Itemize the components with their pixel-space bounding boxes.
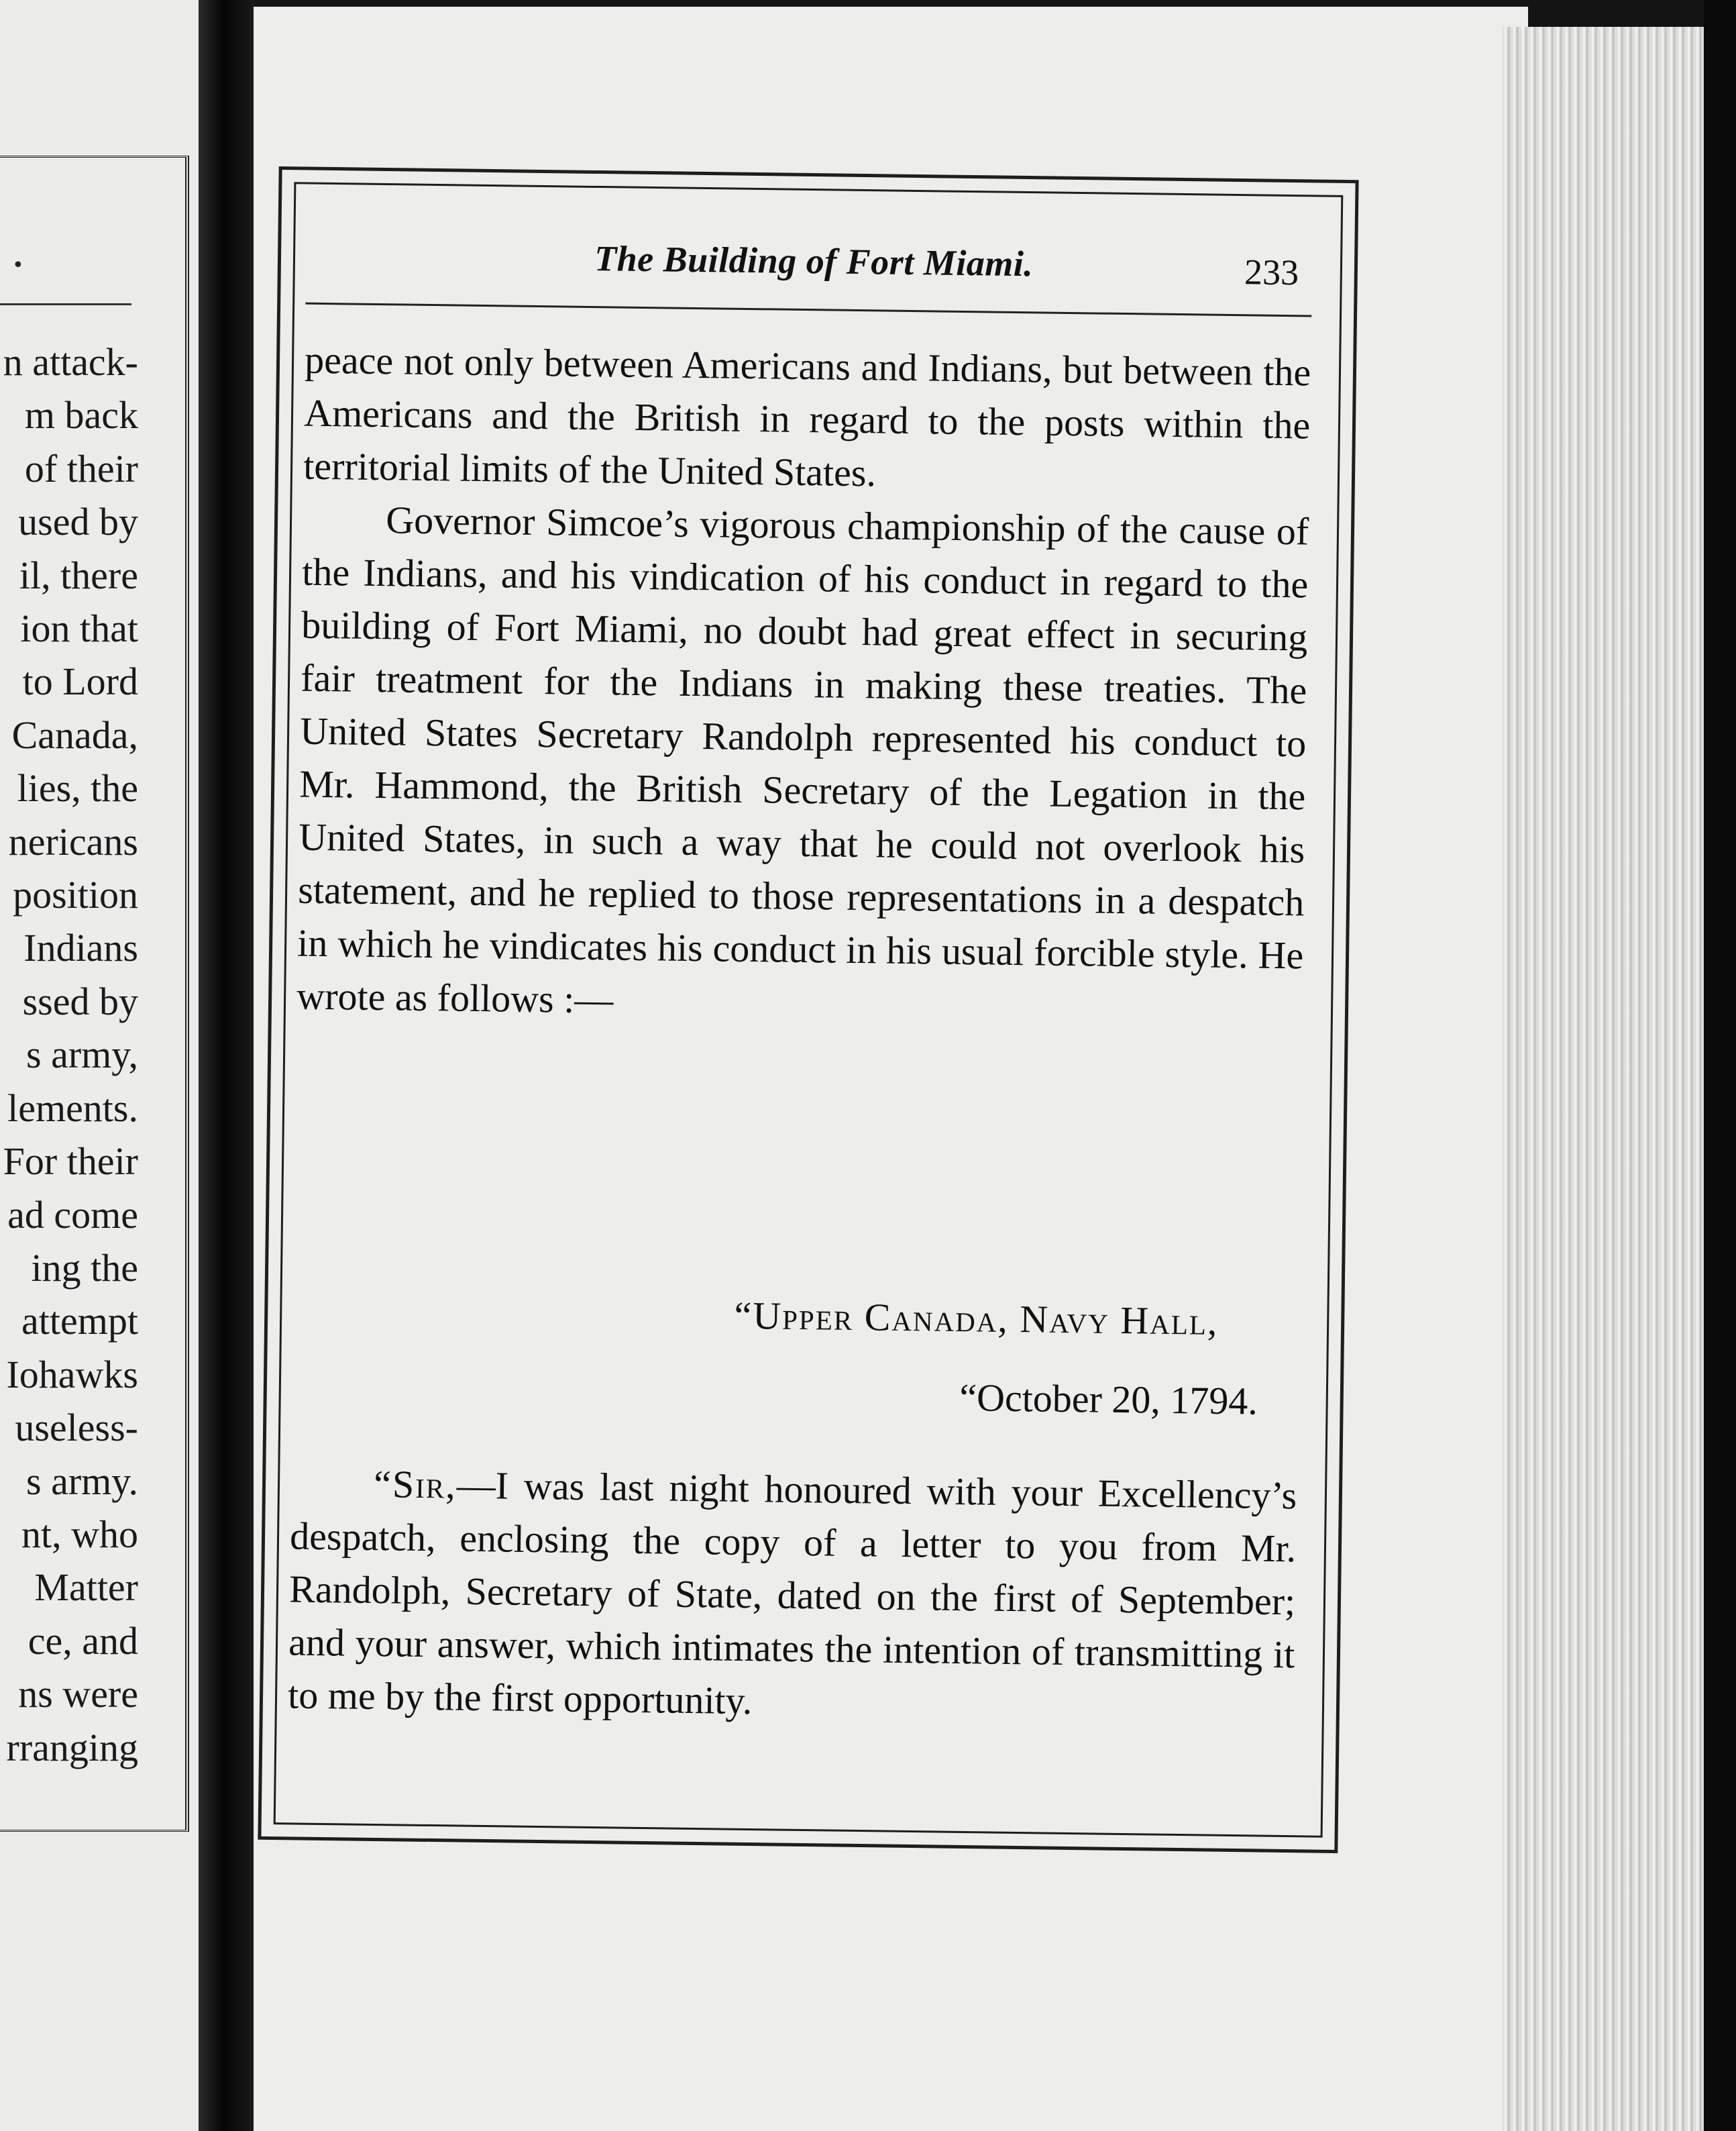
left-page-line: lies, the	[17, 766, 138, 811]
left-page-line: n attack-	[3, 340, 138, 384]
left-page-line: s army,	[26, 1033, 138, 1077]
left-page-line: For their	[3, 1139, 138, 1184]
left-page-line: used by	[18, 500, 138, 544]
left-page-header-mark: •	[12, 254, 24, 277]
letter-dateline-place: “Upper Canada, Navy Hall,	[734, 1293, 1219, 1343]
letter-opening-text: —I was last night honoured with your Excellency’s despatch, enclosing the copy of a letter to you from Mr. Randolph, Secretary of State, dated on the first of September; and your answer, which intimates the intention of transmitting it to me by the first opportunity.	[287, 1463, 1297, 1723]
letter-opening-paragraph	[288, 1457, 1297, 1734]
left-page	[0, 0, 201, 2131]
letter-dateline-date: “October 20, 1794.	[959, 1375, 1258, 1423]
left-page-line: ns were	[18, 1672, 138, 1716]
left-page-line: ssed by	[22, 979, 138, 1023]
running-head	[306, 234, 1313, 301]
body-text	[296, 333, 1311, 1035]
letter-body	[288, 1457, 1297, 1734]
left-page-line: nericans	[8, 819, 138, 864]
left-page-line: to Lord	[22, 660, 138, 704]
header-rule	[305, 303, 1311, 317]
page-content	[286, 215, 1313, 1825]
letter-salutation: “Sir,	[373, 1462, 457, 1507]
left-page-line: of their	[24, 446, 138, 490]
left-page-line: s army.	[26, 1459, 138, 1503]
left-page-line: ad come	[7, 1192, 138, 1237]
left-page-line: il, there	[19, 553, 138, 597]
left-page-line: useless-	[15, 1406, 138, 1450]
left-page-line: m back	[24, 393, 138, 437]
paragraph-2: Governor Simcoe’s vigorous championship of the cause of the Indians, and his vindication of his conduct in regard to the building of Fort Miami, no doubt had great effect in securing fair treatment for the Indians in making these treaties. The United States Secretary Randolph represented his conduct to Mr. Hammond, the British Secretary of the Legation in the United States, in such a way that he could not overlook his statement, and he replied to those representations in a despatch in which he vindicates his conduct in his usual forcible style. He wrote as follows :—	[296, 498, 1309, 1022]
left-page-line: ion that	[20, 607, 138, 651]
left-page-line: ce, and	[28, 1618, 138, 1663]
running-title: The Building of Fort Miami.	[594, 238, 1034, 284]
left-page-line: position	[13, 873, 138, 917]
left-page-line: attempt	[21, 1299, 138, 1343]
left-page-line: nt, who	[21, 1512, 138, 1556]
left-page-line: Iohawks	[6, 1352, 138, 1396]
scan-border	[1704, 0, 1736, 2131]
book-gutter	[199, 0, 255, 2131]
left-page-line: Canada,	[11, 713, 138, 757]
left-page-text	[3, 335, 138, 1774]
left-page-line: Matter	[34, 1565, 138, 1610]
page-edges	[1503, 27, 1711, 2131]
paragraph-1: peace not only between Americans and Indians, but between the Americans and the British in regard to the posts within the territorial limits of the United States.	[303, 337, 1311, 495]
left-page-line: Indians	[23, 926, 138, 970]
left-page-header-rule	[0, 303, 131, 305]
page-number: 233	[1244, 252, 1299, 293]
left-page-line: lements.	[7, 1086, 138, 1130]
left-page-line: rranging	[6, 1725, 138, 1769]
left-page-line: ing the	[31, 1245, 138, 1290]
